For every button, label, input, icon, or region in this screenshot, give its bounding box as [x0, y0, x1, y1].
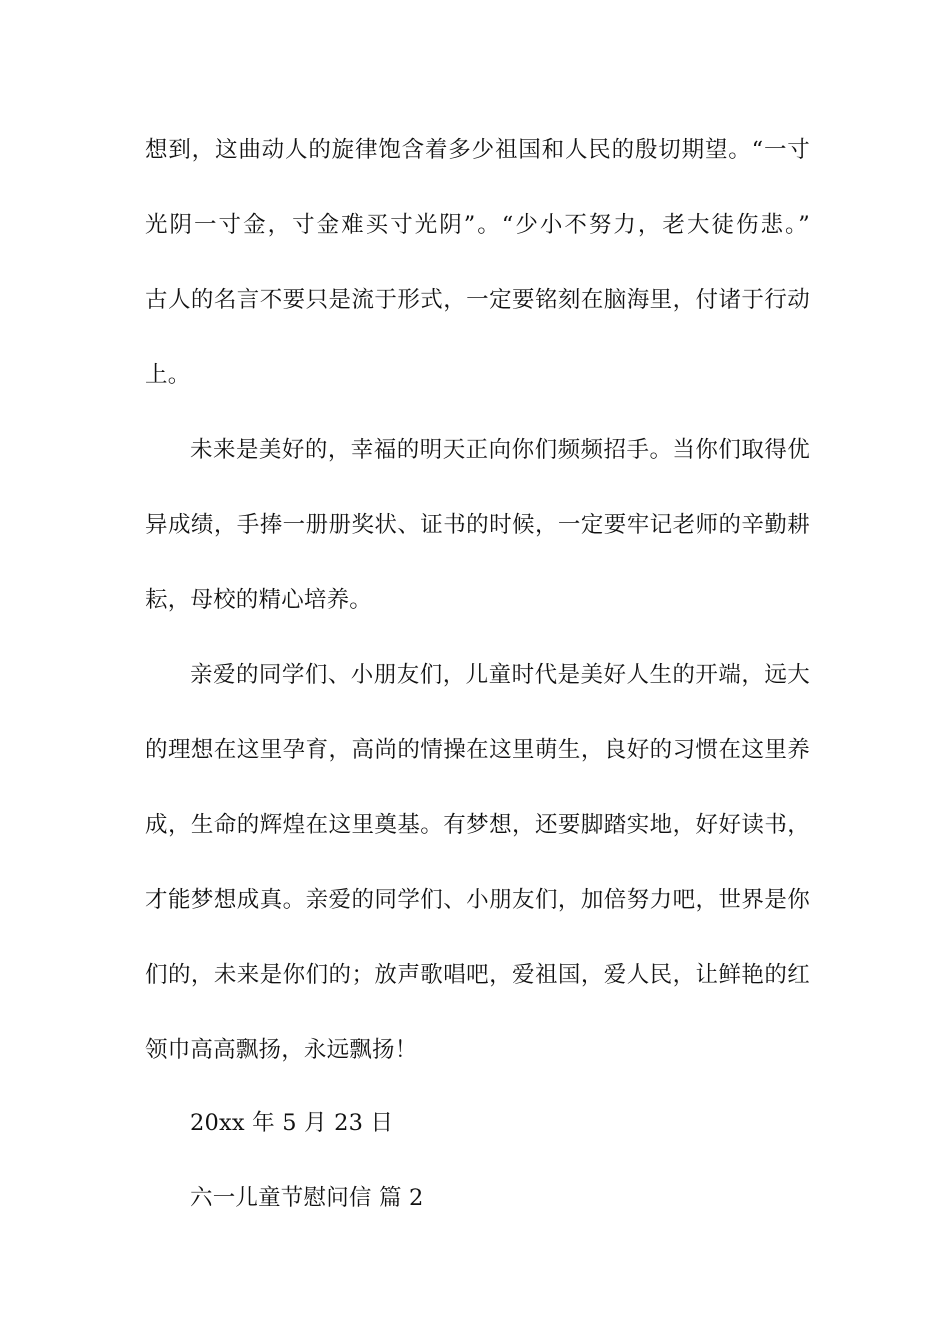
- date-line: 20xx 年 5 月 23 日: [190, 1110, 394, 1136]
- paragraph-1-line-4: 上。: [145, 362, 191, 388]
- paragraph-2-line-3: 耘，母校的精心培养。: [145, 587, 373, 613]
- paragraph-3-line-1: 亲爱的同学们、小朋友们，儿童时代是美好人生的开端，远大: [190, 662, 810, 688]
- section-heading: 六一儿童节慰问信 篇 2: [190, 1185, 424, 1211]
- paragraph-3-line-4: 才能梦想成真。亲爱的同学们、小朋友们，加倍努力吧，世界是你: [145, 887, 810, 913]
- paragraph-3-line-2: 的理想在这里孕育，高尚的情操在这里萌生，良好的习惯在这里养: [145, 737, 810, 763]
- paragraph-2-line-1: 未来是美好的，幸福的明天正向你们频频招手。当你们取得优: [190, 437, 810, 463]
- paragraph-2-line-2: 异成绩，手捧一册册奖状、证书的时候，一定要牢记老师的辛勤耕: [145, 512, 810, 538]
- paragraph-3-line-6: 领巾高高飘扬，永远飘扬！: [145, 1037, 418, 1063]
- paragraph-1-line-3: 古人的名言不要只是流于形式，一定要铭刻在脑海里，付诸于行动: [145, 287, 810, 313]
- paragraph-1-line-2: 光阴一寸金，寸金难买寸光阴”。“少小不努力，老大徒伤悲。”: [145, 212, 810, 238]
- paragraph-1-line-1: 想到，这曲动人的旋律饱含着多少祖国和人民的殷切期望。“一寸: [145, 137, 810, 163]
- paragraph-3-line-5: 们的，未来是你们的；放声歌唱吧，爱祖国，爱人民，让鲜艳的红: [145, 962, 810, 988]
- paragraph-3-line-3: 成，生命的辉煌在这里奠基。有梦想，还要脚踏实地，好好读书，: [145, 812, 810, 838]
